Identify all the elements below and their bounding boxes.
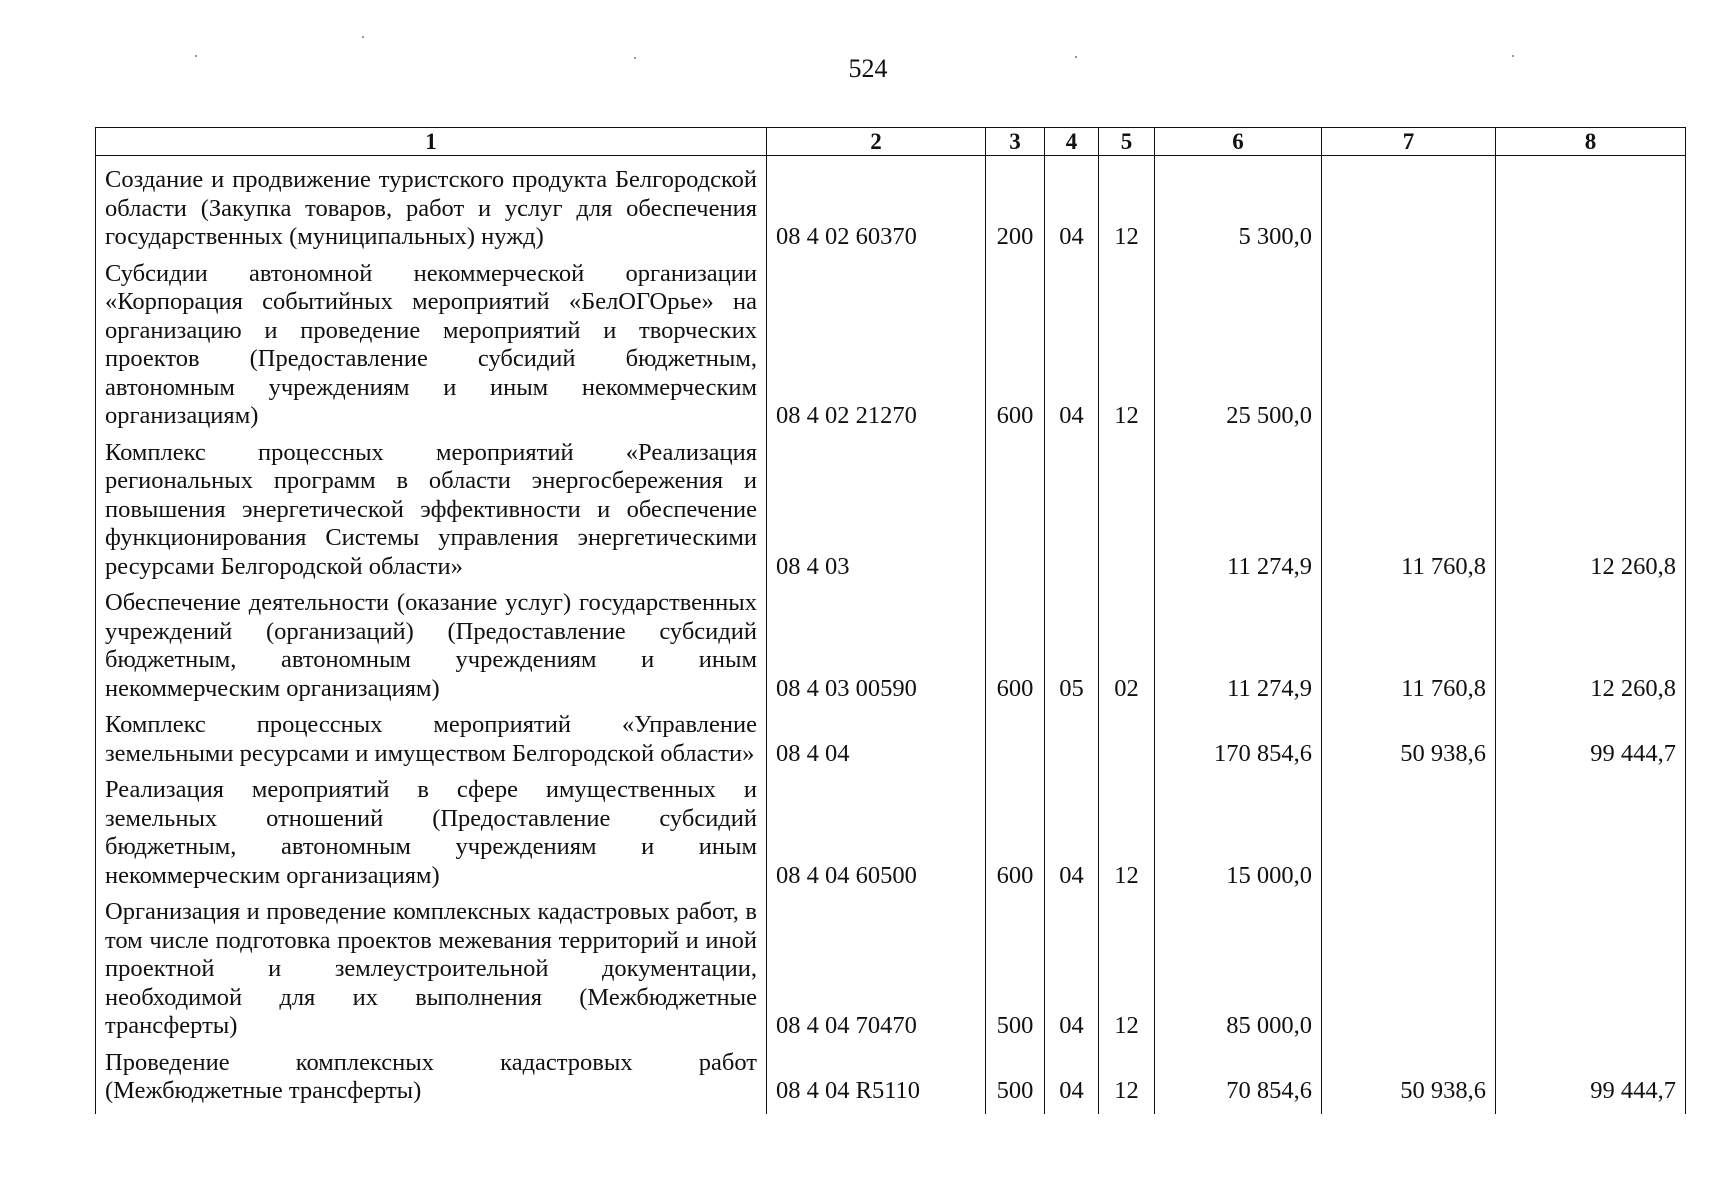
row-col5: 12	[1099, 898, 1155, 1049]
row-col7: 11 760,8	[1322, 589, 1496, 711]
row-col6: 15 000,0	[1155, 776, 1322, 898]
header-row	[96, 128, 1686, 156]
row-col6: 70 854,6	[1155, 1049, 1322, 1114]
row-col7: 50 938,6	[1322, 711, 1496, 776]
row-col7	[1322, 898, 1496, 1049]
table-row	[96, 898, 1686, 1049]
row-col5: 12	[1099, 156, 1155, 260]
row-col4: 05	[1045, 589, 1099, 711]
row-col7	[1322, 260, 1496, 439]
row-col5	[1099, 711, 1155, 776]
row-col3: 600	[986, 776, 1045, 898]
row-col3: 500	[986, 898, 1045, 1049]
row-col5: 12	[1099, 776, 1155, 898]
col-header-4: 4	[1045, 128, 1099, 156]
row-col7: 11 760,8	[1322, 439, 1496, 590]
table-row	[96, 439, 1686, 590]
row-col5: 02	[1099, 589, 1155, 711]
row-col3	[986, 439, 1045, 590]
row-col3: 600	[986, 260, 1045, 439]
scan-speck	[362, 36, 364, 38]
table-row	[96, 711, 1686, 776]
row-col8	[1496, 260, 1686, 439]
table-row	[96, 1049, 1686, 1114]
row-col8	[1496, 898, 1686, 1049]
col-header-5: 5	[1099, 128, 1155, 156]
row-col3	[986, 711, 1045, 776]
row-col3: 500	[986, 1049, 1045, 1114]
row-name: Субсидии автономной некоммерческой организации «Корпорация событийных мероприятий «БелОГОрье» на организацию и проведение мероприятий и творческих проектов (Предоставление субсидий бюджетным, автономным учреждениям и иным некоммерческим организациям)	[96, 260, 767, 439]
row-col8	[1496, 776, 1686, 898]
row-col4	[1045, 439, 1099, 590]
col-header-3: 3	[986, 128, 1045, 156]
row-col4: 04	[1045, 1049, 1099, 1114]
row-col6: 25 500,0	[1155, 260, 1322, 439]
row-code: 08 4 04	[767, 711, 986, 776]
table-row	[96, 776, 1686, 898]
table-row	[96, 156, 1686, 260]
row-col8: 99 444,7	[1496, 711, 1686, 776]
row-col6: 170 854,6	[1155, 711, 1322, 776]
row-col6: 11 274,9	[1155, 439, 1322, 590]
row-code: 08 4 04 70470	[767, 898, 986, 1049]
row-name: Организация и проведение комплексных кадастровых работ, в том числе подготовка проектов межевания территорий и иной проектной и землеустроительной документации, необходимой для их выполнения (Межбюджетные трансферты)	[96, 898, 767, 1049]
col-header-1: 1	[96, 128, 767, 156]
row-code: 08 4 02 60370	[767, 156, 986, 260]
row-col4: 04	[1045, 776, 1099, 898]
col-header-7: 7	[1322, 128, 1496, 156]
row-col6: 85 000,0	[1155, 898, 1322, 1049]
row-col4: 04	[1045, 260, 1099, 439]
row-col4: 04	[1045, 898, 1099, 1049]
col-header-2: 2	[767, 128, 986, 156]
row-name: Проведение комплексных кадастровых работ (Межбюджетные трансферты)	[96, 1049, 767, 1114]
row-name: Реализация мероприятий в сфере имущественных и земельных отношений (Предоставление субсидий бюджетным, автономным учреждениям и иным некоммерческим организациям)	[96, 776, 767, 898]
col-header-6: 6	[1155, 128, 1322, 156]
row-code: 08 4 03 00590	[767, 589, 986, 711]
col-header-8: 8	[1496, 128, 1686, 156]
row-name: Создание и продвижение туристского продукта Белгородской области (Закупка товаров, работ и услуг для обеспечения государственных (муниципальных) нужд)	[96, 156, 767, 260]
row-col6: 5 300,0	[1155, 156, 1322, 260]
row-col4	[1045, 711, 1099, 776]
table-row	[96, 589, 1686, 711]
row-col8	[1496, 156, 1686, 260]
row-col5	[1099, 439, 1155, 590]
row-col8: 12 260,8	[1496, 589, 1686, 711]
page-number: 524	[848, 54, 888, 83]
row-code: 08 4 04 60500	[767, 776, 986, 898]
row-code: 08 4 04 R5110	[767, 1049, 986, 1114]
row-col4: 04	[1045, 156, 1099, 260]
row-col3: 200	[986, 156, 1045, 260]
budget-table	[95, 127, 1686, 1114]
row-col8: 12 260,8	[1496, 439, 1686, 590]
row-col6: 11 274,9	[1155, 589, 1322, 711]
row-name: Обеспечение деятельности (оказание услуг) государственных учреждений (организаций) (Предоставление субсидий бюджетным, автономным учреждениям и иным некоммерческим организациям)	[96, 589, 767, 711]
row-code: 08 4 03	[767, 439, 986, 590]
row-code: 08 4 02 21270	[767, 260, 986, 439]
row-name: Комплекс процессных мероприятий «Управление земельными ресурсами и имуществом Белгородской области»	[96, 711, 767, 776]
row-col7	[1322, 156, 1496, 260]
table-row	[96, 260, 1686, 439]
row-name: Комплекс процессных мероприятий «Реализация региональных программ в области энергосбережения и повышения энергетической эффективности и обеспечение функционирования Системы управления энергетическими ресурсами Белгородской области»	[96, 439, 767, 590]
row-col5: 12	[1099, 1049, 1155, 1114]
row-col7	[1322, 776, 1496, 898]
row-col5: 12	[1099, 260, 1155, 439]
row-col7: 50 938,6	[1322, 1049, 1496, 1114]
row-col8: 99 444,7	[1496, 1049, 1686, 1114]
row-col3: 600	[986, 589, 1045, 711]
